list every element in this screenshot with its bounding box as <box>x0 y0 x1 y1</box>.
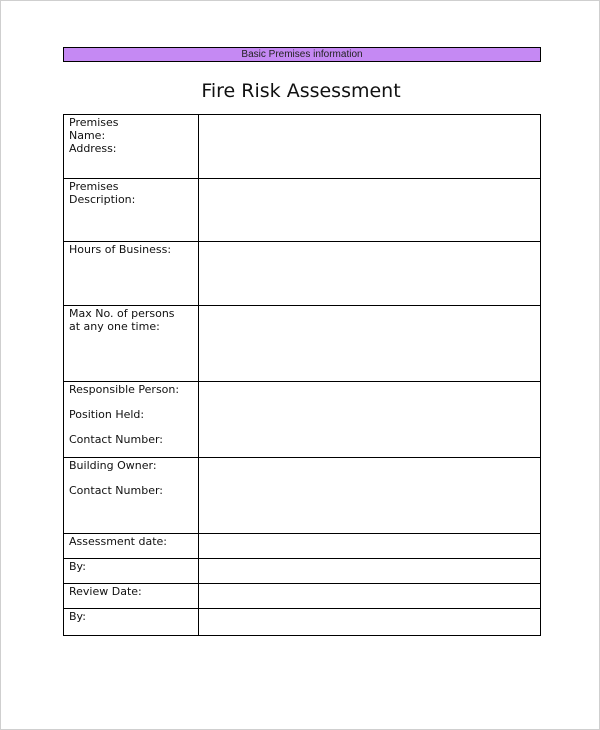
label-responsible-person <box>64 382 199 458</box>
label-line: Responsible Person: <box>69 383 180 396</box>
table-row-premises-description <box>64 179 541 242</box>
label-assessment-date <box>64 534 199 559</box>
premises-info-table <box>63 114 541 636</box>
label-line: Address: <box>69 142 117 155</box>
table-row-premises-name-address <box>64 115 541 179</box>
field-max-persons[interactable] <box>199 306 541 382</box>
field-premises-description[interactable] <box>199 179 541 242</box>
label-line: Hours of Business: <box>69 243 172 256</box>
field-reviewed-by[interactable] <box>199 609 541 636</box>
label-line: Premises <box>69 116 119 129</box>
table-row-reviewed-by <box>64 609 541 636</box>
label-line: at any one time: <box>69 320 160 333</box>
label-line: Contact Number: <box>69 484 163 497</box>
label-review-date <box>64 584 199 609</box>
label-reviewed-by <box>64 609 199 636</box>
label-premises-description <box>64 179 199 242</box>
label-line: Position Held: <box>69 408 145 421</box>
field-hours-of-business[interactable] <box>199 242 541 306</box>
label-line: Building Owner: <box>69 459 157 472</box>
field-building-owner[interactable] <box>199 458 541 534</box>
label-line: Description: <box>69 193 136 206</box>
table-row-review-date <box>64 584 541 609</box>
label-line: Name: <box>69 129 106 142</box>
label-line: By: <box>69 560 86 573</box>
table-row-assessment-date <box>64 534 541 559</box>
field-assessed-by[interactable] <box>199 559 541 584</box>
field-assessment-date[interactable] <box>199 534 541 559</box>
table-row-hours-of-business <box>64 242 541 306</box>
field-responsible-person[interactable] <box>199 382 541 458</box>
label-building-owner <box>64 458 199 534</box>
label-assessed-by <box>64 559 199 584</box>
table-row-building-owner <box>64 458 541 534</box>
table-row-responsible-person <box>64 382 541 458</box>
field-review-date[interactable] <box>199 584 541 609</box>
label-line: By: <box>69 610 86 623</box>
label-line: Contact Number: <box>69 433 163 446</box>
table-row-assessed-by <box>64 559 541 584</box>
field-premises-name-address[interactable] <box>199 115 541 179</box>
label-max-persons <box>64 306 199 382</box>
table-row-max-persons <box>64 306 541 382</box>
label-line: Review Date: <box>69 585 142 598</box>
label-line: Max No. of persons <box>69 307 175 320</box>
page-title: Fire Risk Assessment <box>201 80 401 102</box>
label-hours-of-business <box>64 242 199 306</box>
label-premises-name-address <box>64 115 199 179</box>
label-line: Assessment date: <box>69 535 167 548</box>
section-banner: Basic Premises information <box>63 47 541 62</box>
label-line: Premises <box>69 180 119 193</box>
